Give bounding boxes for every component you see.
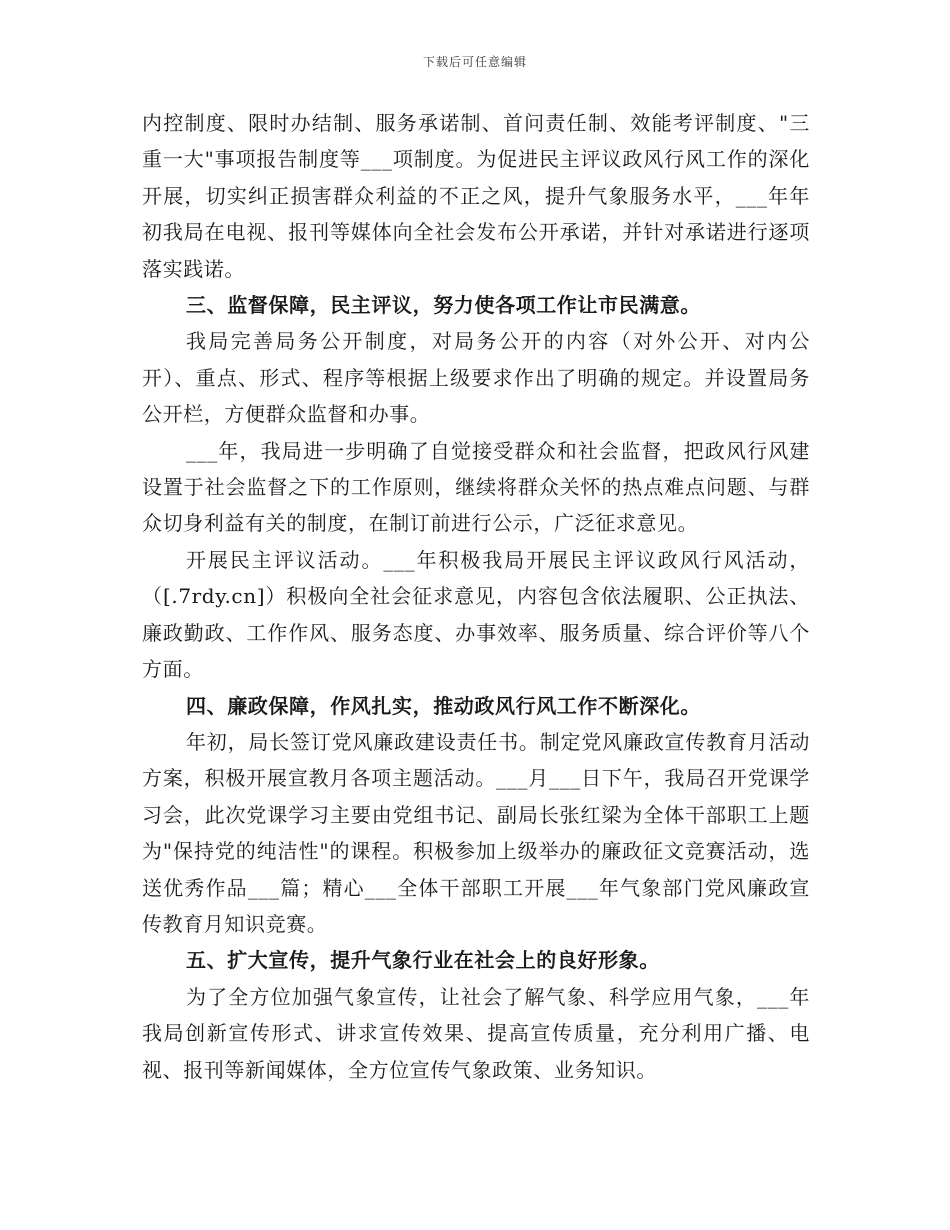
section-heading-3: 三、监督保障，民主评议，努力使各项工作让市民满意。 [186, 293, 701, 318]
section-heading-4: 四、廉政保障，作风扎实，推动政风行风工作不断深化。 [186, 693, 701, 718]
document-body [142, 105, 810, 1088]
paragraph-supervision: ___年，我局进一步明确了自觉接受群众和社会监督，把政风行风建设置于社会监督之下的工作原则，继续将群众关怀的热点难点问题、与群众切身利益有关的制度，在制订前进行公示，广泛征求意见。 [142, 438, 810, 536]
paragraph-evaluation: 开展民主评议活动。___年积极我局开展民主评议政风行风活动，（[.7rdy.cn]）积极向全社会征求意见，内容包含依法履职、公正执法、廉政勤政、工作作风、服务态度、办事效率、服务质量、综合评价等八个方面。 [142, 547, 810, 682]
paragraph-publicity: 为了全方位加强气象宣传，让社会了解气象、科学应用气象，___年我局创新宣传形式、讲求宣传效果、提高宣传质量，充分利用广播、电视、报刊等新闻媒体，全方位宣传气象政策、业务知识。 [142, 984, 810, 1082]
paragraph-integrity: 年初，局长签订党风廉政建设责任书。制定党风廉政宣传教育月活动方案，积极开展宣教月各项主题活动。___月___日下午，我局召开党课学习会，此次党课学习主要由党组书记、副局长张红梁为全体干部职工上题为"保持党的纯洁性"的课程。积极参加上级举办的廉政征文竞赛活动，选送优秀作品___篇；精心___全体干部职工开展___年气象部门党风廉政宣传教育月知识竞赛。 [142, 729, 810, 936]
page-header: 下载后可任意编辑 [422, 55, 527, 69]
section-heading-5: 五、扩大宣传，提升气象行业在社会上的良好形象。 [186, 948, 660, 973]
paragraph-disclosure: 我局完善局务公开制度，对局务公开的内容（对外公开、对内公开）、重点、形式、程序等根据上级要求作出了明确的规定。并设置局务公开栏，方便群众监督和办事。 [142, 329, 810, 427]
paragraph-intro: 内控制度、限时办结制、服务承诺制、首问责任制、效能考评制度、"三重一大"事项报告制度等___项制度。为促进民主评议政风行风工作的深化开展，切实纠正损害群众利益的不正之风，提升气象服务水平，___年年初我局在电视、报刊等媒体向全社会发布公开承诺，并针对承诺进行逐项落实践诺。 [142, 111, 810, 281]
